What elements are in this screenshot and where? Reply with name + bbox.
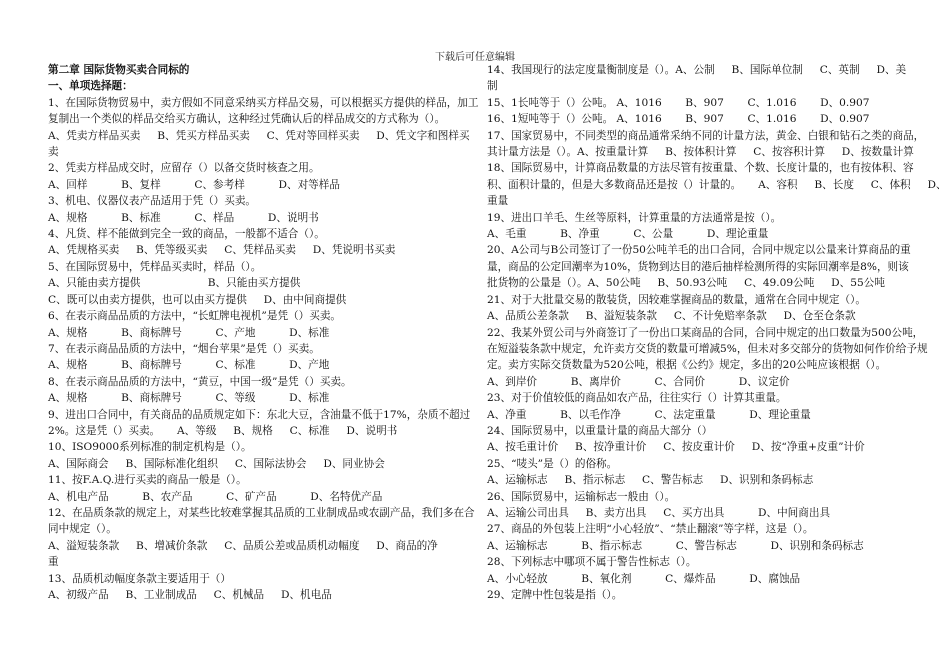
text-line: A、小心轻放 B、氧化剂 C、爆炸品 D、腐蚀品: [487, 572, 801, 585]
text-line: 24、国际贸易中，以重量计量的商品大部分（）: [487, 424, 713, 437]
text-line: 25、“唛头”是（）的俗称。: [487, 457, 618, 470]
text-line: 21、对于大批量交易的散装货，因较难掌握商品的数量，通常在合同中规定（）。: [487, 293, 866, 306]
text-line: A、运输公司出具 B、卖方出具 C、买方出具 D、中间商出具: [487, 506, 831, 519]
text-line: 2%。这是凭（）买卖。 A、等级 B、规格 C、标准 D、说明书: [48, 424, 398, 437]
text-line: A、按毛重计价 B、按净重计价 C、按皮重计价 D、按“净重+皮重”计价: [487, 441, 865, 454]
text-line: 22、我某外贸公司与外商签订了一份出口某商品的合同，合同中规定的出口数量为500公吨，: [487, 326, 924, 339]
text-line: 20、A公司与B公司签订了一份50公吨羊毛的出口合同，合同中规定以公量来计算商品的重: [487, 244, 911, 257]
text-line: A、规格 B、商标牌号 C、等级 D、标准: [48, 392, 330, 405]
text-line: 6、在表示商品品质的方法中，“长虹牌电视机”是凭（）买卖。: [48, 310, 342, 323]
text-line: A、到岸价 B、离岸价 C、合同价 D、议定价: [487, 375, 790, 388]
text-line: 定。卖方实际交货数量为520公吨，根据《公约》规定，多出的20公吨应该根据（）。: [487, 359, 887, 372]
page-header: 下载后可任意编辑: [435, 52, 515, 63]
text-line: 8、在表示商品品质的方法中，“黄豆，中国一级”是凭（）买卖。: [48, 375, 352, 388]
text-line: 29、定牌中性包装是指（）。: [487, 589, 623, 601]
text-line: 18、国际贸易中，计算商品数量的方法尽管有按重量、个数、长度计量的，也有按体积、容: [487, 162, 914, 175]
text-line: 11、按F.A.Q.进行买卖的商品一般是（）。: [48, 474, 247, 487]
text-line: A、净重 B、以毛作净 C、法定重量 D、理论重量: [487, 408, 811, 421]
text-line: A、品质公差条款 B、溢短装条款 C、不计免赔率条款 D、仓至仓条款: [487, 310, 856, 323]
text-line: 28、下列标志中哪项不属于警告性标志（）。: [487, 556, 697, 569]
text-line: 复制出一个类似的样品交给买方确认，这种经过凭确认后的样品成交的方式称为（）。: [48, 113, 446, 126]
text-line: 10、ISO9000系列标准的制定机构是（）。: [48, 441, 252, 454]
text-line: 16、1短吨等于（）公吨。 A、1016 B、907 C、1.016 D、0.907: [487, 113, 870, 126]
text-line: 重量: [487, 195, 509, 208]
text-line: 在短溢装条款中规定，允许卖方交货的数量可增减5%，但未对多交部分的货物如何作价给予规: [487, 342, 928, 355]
text-line: 23、对于价值较低的商品如农产品，往往实行（）计算其重量。: [487, 392, 787, 405]
text-line: A、回样 B、复样 C、参考样 D、对等样品: [48, 178, 340, 191]
text-line: A、机电产品 B、农产品 C、矿产品 D、名特优产品: [48, 490, 383, 503]
text-line: 第二章 国际货物买卖合同标的: [48, 64, 190, 76]
text-line: A、国际商会 B、国际标准化组织 C、国际法协会 D、同业协会: [48, 457, 385, 470]
text-line: 9、进出口合同中，有关商品的品质规定如下：东北大豆，含油量不低于17%，杂质不超过: [48, 408, 471, 421]
right-column: [487, 62, 947, 603]
text-line: 4、凡货、样不能做到完全一致的商品，一般都不适合（）。: [48, 228, 325, 241]
text-line: 制: [487, 80, 498, 93]
text-line: 3、机电、仪器仪表产品适用于凭（）买卖。: [48, 195, 257, 208]
text-line: 积、面积计量的，但是大多数商品还是按（）计量的。 A、容积 B、长度 C、体积 D、: [487, 178, 947, 191]
text-line: A、凭卖方样品买卖 B、凭买方样品买卖 C、凭对等回样买卖 D、凭文字和图样买: [48, 129, 470, 142]
text-line: 量，商品的公定回潮率为10%，货物到达目的港后抽样检测所得的实际回潮率是8%，则该: [487, 260, 909, 273]
text-line: A、溢短装条款 B、增减价条款 C、品质公差或品质机动幅度 D、商品的净: [48, 539, 438, 552]
text-line: A、毛重 B、净重 C、公量 D、理论重量: [487, 228, 769, 241]
text-line: 13、品质机动幅度条款主要适用于（）: [48, 572, 231, 585]
text-line: 其计量方法是（）。A、按重量计算 B、按体积计算 C、按容积计算 D、按数量计算: [487, 146, 914, 159]
text-line: 17、国家贸易中，不同类型的商品通常采纳不同的计量方法，黄金、白银和钻石之类的商品，: [487, 129, 925, 142]
text-line: 7、在表示商品品质的方法中，“烟台苹果”是凭（）买卖。: [48, 342, 320, 355]
text-line: 26、国际贸易中，运输标志一般由（）。: [487, 490, 676, 503]
text-line: A、规格 B、商标牌号 C、产地 D、标准: [48, 326, 330, 339]
text-line: 重: [48, 556, 59, 569]
text-line: 批货物的公量是（）。A、50公吨 B、50.93公吨 C、49.09公吨 D、55公吨: [487, 277, 885, 290]
text-line: A、运输标志 B、指示标志 C、警告标志 D、识别和条码标志: [487, 539, 864, 552]
text-line: 2、凭卖方样品成交时，应留存（）以备交货时核查之用。: [48, 162, 320, 175]
text-line: A、运输标志 B、指示标志 C、警告标志 D、识别和条码标志: [487, 474, 814, 487]
text-line: 12、在品质条款的规定上，对某些比较难掌握其品质的工业制成品或农副产品，我们多在合: [48, 506, 475, 519]
text-line: 27、商品的外包装上注明“小心轻放”、“禁止翻滚”等字样，这是（）。: [487, 523, 814, 536]
left-column: [48, 62, 479, 603]
text-line: 5、在国际贸易中，凭样品买卖时，样品（）。: [48, 260, 262, 273]
text-line: 14、我国现行的法定度量衡制度是（）。A、公制 B、国际单位制 C、英制 D、美: [487, 64, 907, 76]
text-line: 卖: [48, 146, 59, 159]
text-line: A、只能由卖方提供 B、只能由买方提供: [48, 277, 301, 290]
text-line: 同中规定（）。: [48, 523, 117, 536]
text-line: 1、在国际货物贸易中，卖方假如不同意采纳买方样品交易，可以根据买方提供的样品，加工: [48, 96, 479, 109]
text-line: A、规格 B、商标牌号 C、标准 D、产地: [48, 359, 330, 372]
text-line: A、凭规格买卖 B、凭等级买卖 C、凭样品买卖 D、凭说明书买卖: [48, 244, 396, 257]
text-line: A、初级产品 B、工业制成品 C、机械品 D、机电品: [48, 589, 332, 601]
text-line: 19、进出口羊毛、生丝等原料，计算重量的方法通常是按（）。: [487, 211, 782, 224]
text-line: 一、单项选择题：: [48, 80, 133, 93]
text-line: A、规格 B、标准 C、样品 D、说明书: [48, 211, 319, 224]
text-line: C、既可以由卖方提供，也可以由买方提供 D、由中间商提供: [48, 293, 347, 306]
text-line: 15、1长吨等于（）公吨。 A、1016 B、907 C、1.016 D、0.907: [487, 96, 870, 109]
